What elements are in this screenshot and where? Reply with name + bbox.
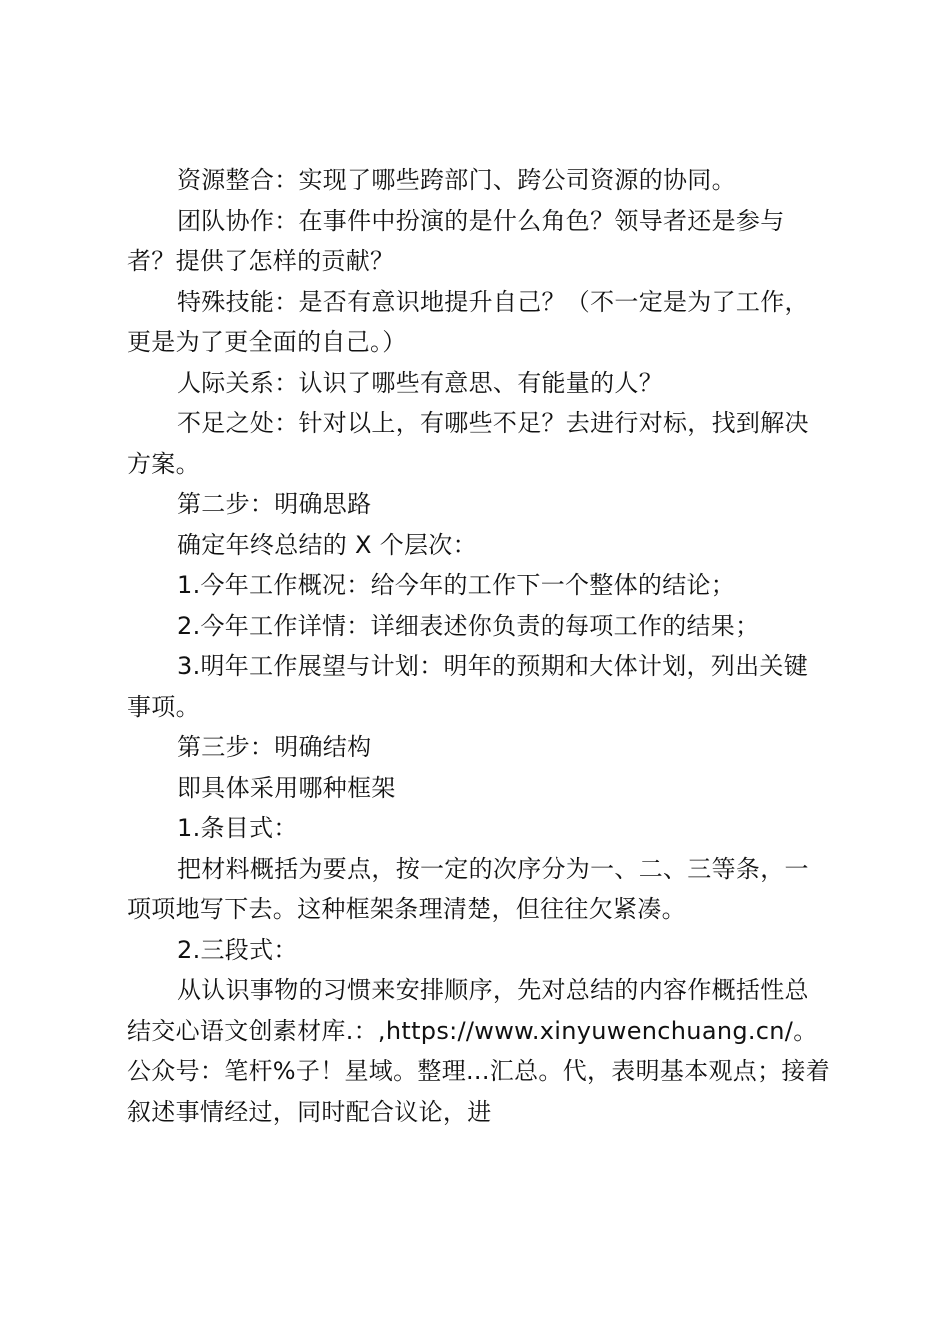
- list-item-details: 2.今年工作详情：详细表述你负责的每项工作的结果；: [177, 611, 760, 640]
- paragraph-special-skills: 特殊技能：是否有意识地提升自己？（不一定是为了工作，更是为了更全面的自己。）: [127, 287, 809, 356]
- paragraph-teamwork: 团队协作：在事件中扮演的是什么角色？领导者还是参与者？提供了怎样的贡献？: [127, 206, 785, 275]
- list-item-outlook: 3.明年工作展望与计划：明年的预期和大体计划，列出关键事项。: [127, 652, 808, 721]
- paragraph-three-part-description: 从认识事物的习惯来安排顺序，先对总结的内容作概括性总结交心语文创素材库.：,https://www.xinyuwenchuang.cn/。公众号：笔杆%子！星域。整理...汇总。代，表明基本观点；接着叙述事情经过，同时配合议论，进: [127, 976, 830, 1126]
- paragraph-levels: 确定年终总结的 X 个层次：: [177, 530, 477, 559]
- document-body: [127, 160, 832, 1132]
- paragraph-framework: 即具体采用哪种框架: [177, 773, 396, 802]
- paragraph-shortcomings: 不足之处：针对以上，有哪些不足？去进行对标，找到解决方案。: [127, 409, 809, 478]
- paragraph-resource-integration: 资源整合：实现了哪些跨部门、跨公司资源的协同。: [177, 166, 736, 194]
- heading-step-two: 第二步：明确思路: [177, 490, 372, 518]
- paragraph-relationships: 人际关系：认识了哪些有意思、有能量的人？: [177, 368, 663, 397]
- list-item-overview: 1.今年工作概况：给今年的工作下一个整体的结论；: [177, 571, 736, 599]
- heading-step-three: 第三步：明确结构: [177, 733, 372, 761]
- paragraph-itemized-description: 把材料概括为要点，按一定的次序分为一、二、三等条，一项项地写下去。这种框架条理清楚，但往往欠紧凑。: [127, 854, 809, 923]
- list-item-three-part: 2.三段式：: [177, 935, 298, 964]
- list-item-itemized: 1.条目式：: [177, 814, 298, 842]
